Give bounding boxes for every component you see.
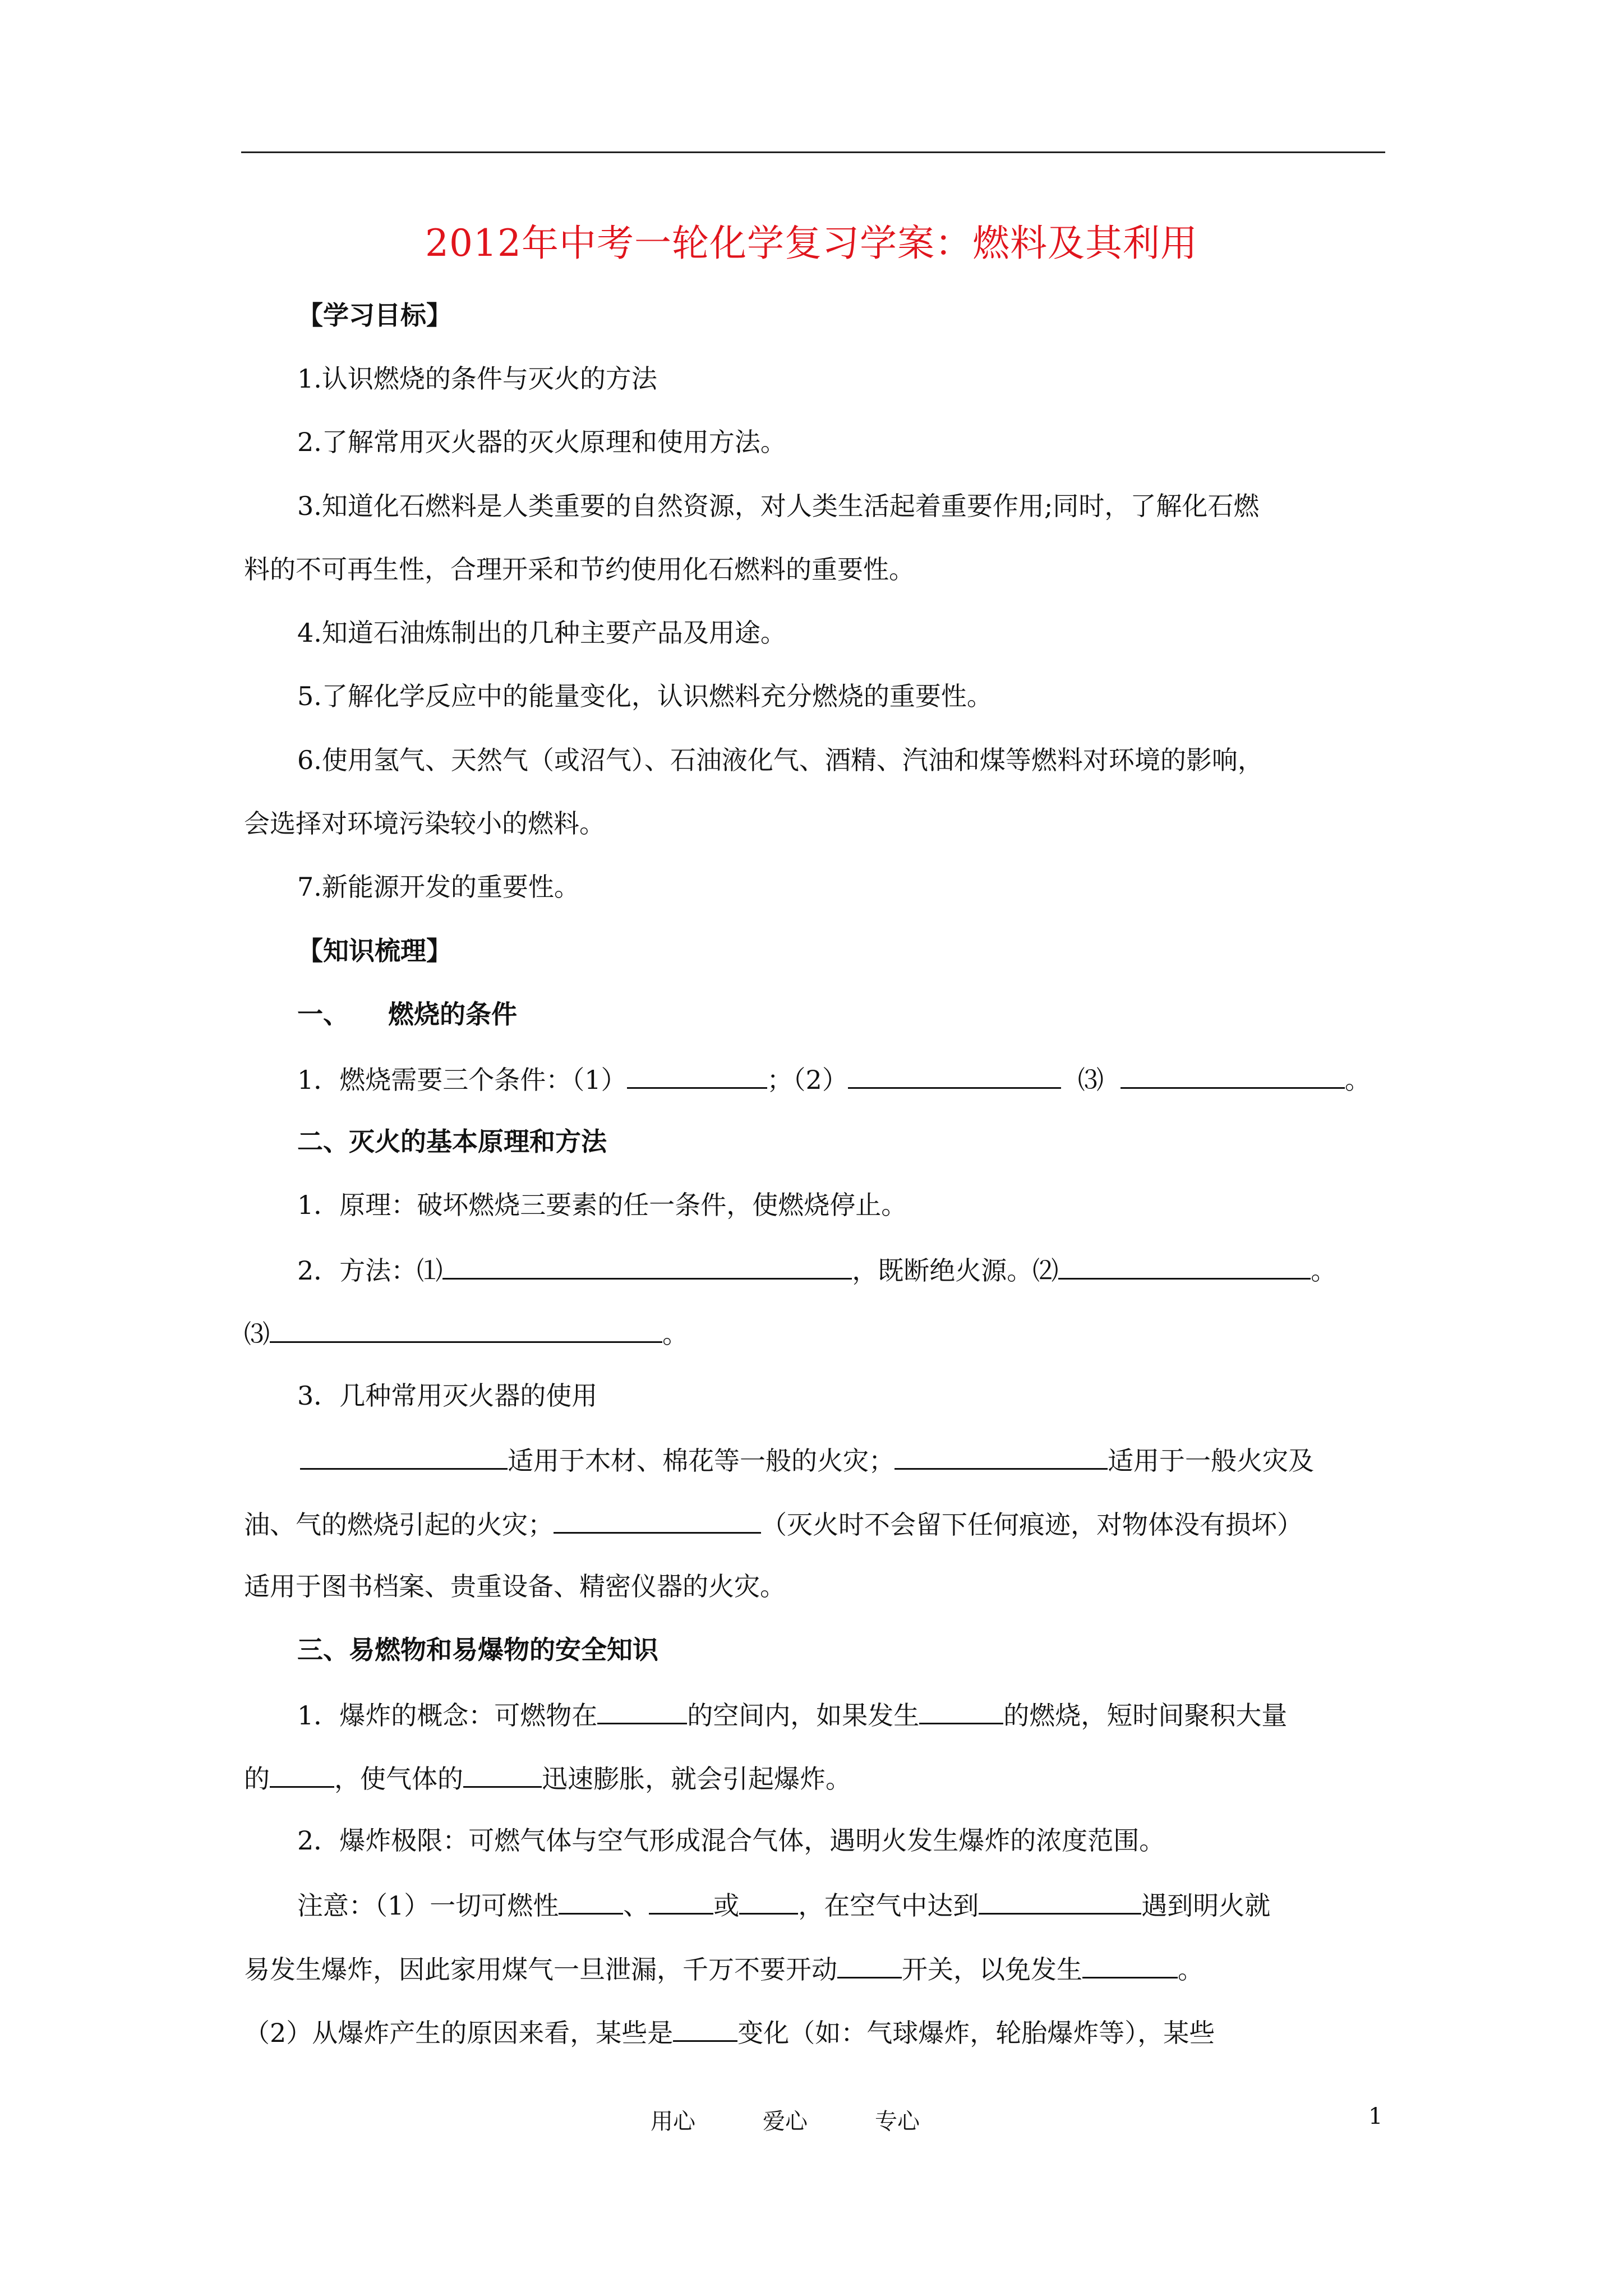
fill-blank[interactable] [300,1442,508,1470]
section-3-line-3: 2．爆炸极限：可燃气体与空气形成混合气体，遇明火发生爆炸的浓度范围。 [297,1825,1165,1856]
knowledge-heading: 【知识梳理】 [297,936,452,966]
fill-blank[interactable] [627,1061,767,1089]
fill-blank[interactable] [919,1697,1003,1724]
section-2-line-4: 3．几种常用灭火器的使用 [297,1381,598,1411]
fill-blank[interactable] [1121,1061,1345,1089]
goal-item: 7.新能源开发的重要性。 [297,872,580,902]
goal-item: 2.了解常用灭火器的灭火原理和使用方法。 [297,427,786,457]
fill-blank[interactable] [739,1887,798,1915]
section-3-line-2: 的 ，使气体的 迅速膨胀，就会引起爆炸。 [244,1760,851,1796]
fill-blank[interactable] [837,1951,902,1978]
section-2-line-6: 油、气的燃烧引起的火灾； （灭火时不会留下任何痕迹，对物体没有损坏） [244,1506,1303,1542]
footer-motto-3: 专心 [875,2109,920,2134]
goal-item: 1.认识燃烧的条件与灭火的方法 [297,364,657,394]
section-2-line-1: 1．原理：破坏燃烧三要素的任一条件，使燃烧停止。 [297,1190,907,1220]
fill-blank[interactable] [1058,1252,1311,1280]
fill-blank[interactable] [673,2014,737,2042]
fill-blank[interactable] [270,1315,662,1343]
section-1-number: 一、 [297,999,349,1029]
footer-motto-2: 爱心 [763,2109,808,2134]
fill-blank[interactable] [559,1887,623,1915]
section-2-line-7: 适用于图书档案、贵重设备、精密仪器的火灾。 [244,1571,786,1602]
fill-blank[interactable] [463,1760,542,1788]
goal-item: 6.使用氢气、天然气（或沼气）、石油液化气、酒精、汽油和煤等燃料对环境的影响， [297,745,1264,775]
page-number: 1 [1368,2104,1383,2129]
section-3-line-1: 1．爆炸的概念：可燃物在 的空间内，如果发生 的燃烧，短时间聚积大量 [297,1697,1287,1732]
goal-item: 3.知道化石燃料是人类重要的自然资源，对人类生活起着重要作用;同时，了解化石燃 [297,491,1260,521]
goals-heading: 【学习目标】 [297,300,452,330]
page-title: 2012年中考一轮化学复习学案：燃料及其利用 [425,222,1198,265]
fill-blank[interactable] [442,1252,852,1280]
section-2-heading: 二、灭火的基本原理和方法 [297,1126,607,1157]
fill-blank[interactable] [597,1697,687,1724]
fill-blank[interactable] [848,1061,1061,1089]
section-3-line-5: 易发生爆炸，因此家用煤气一旦泄漏，千万不要开动 开关，以免发生 。 [244,1951,1204,1986]
section-2-line-5: 适用于木材、棉花等一般的火灾； 适用于一般火灾及 [300,1442,1314,1478]
fill-blank[interactable] [895,1442,1108,1470]
goal-item: 4.知道石油炼制出的几种主要产品及用途。 [297,618,786,648]
section-1-heading [297,997,517,1031]
section-3-line-6: （2）从爆炸产生的原因来看，某些是 变化（如：气球爆炸，轮胎爆炸等），某些 [244,2014,1215,2050]
fill-blank[interactable] [979,1887,1141,1915]
fill-blank[interactable] [1082,1951,1178,1978]
fill-blank[interactable] [554,1506,761,1534]
goal-item: 5.了解化学反应中的能量变化，认识燃料充分燃烧的重要性。 [297,681,993,711]
goal-item: 料的不可再生性，合理开采和节约使用化石燃料的重要性。 [244,554,915,585]
fill-blank[interactable] [270,1760,334,1788]
section-3-line-4: 注意：（1）一切可燃性 、 或 ，在空气中达到 遇到明火就 [297,1887,1270,1922]
section-3-heading: 三、易燃物和易爆物的安全知识 [297,1635,658,1665]
header-rule [241,151,1385,153]
goal-item: 会选择对环境污染较小的燃料。 [244,808,605,839]
fill-blank[interactable] [649,1887,713,1915]
footer-motto-1: 用心 [651,2109,695,2134]
section-1-title: 燃烧的条件 [388,999,517,1029]
section-2-line-2: 2．方法：⑴ ，既断绝火源。⑵ 。 [297,1252,1336,1287]
section-2-line-3: ⑶ 。 [244,1315,688,1351]
section-1-line-1: 1．燃烧需要三个条件：（1） ；（2） ⑶ 。 [297,1061,1371,1097]
